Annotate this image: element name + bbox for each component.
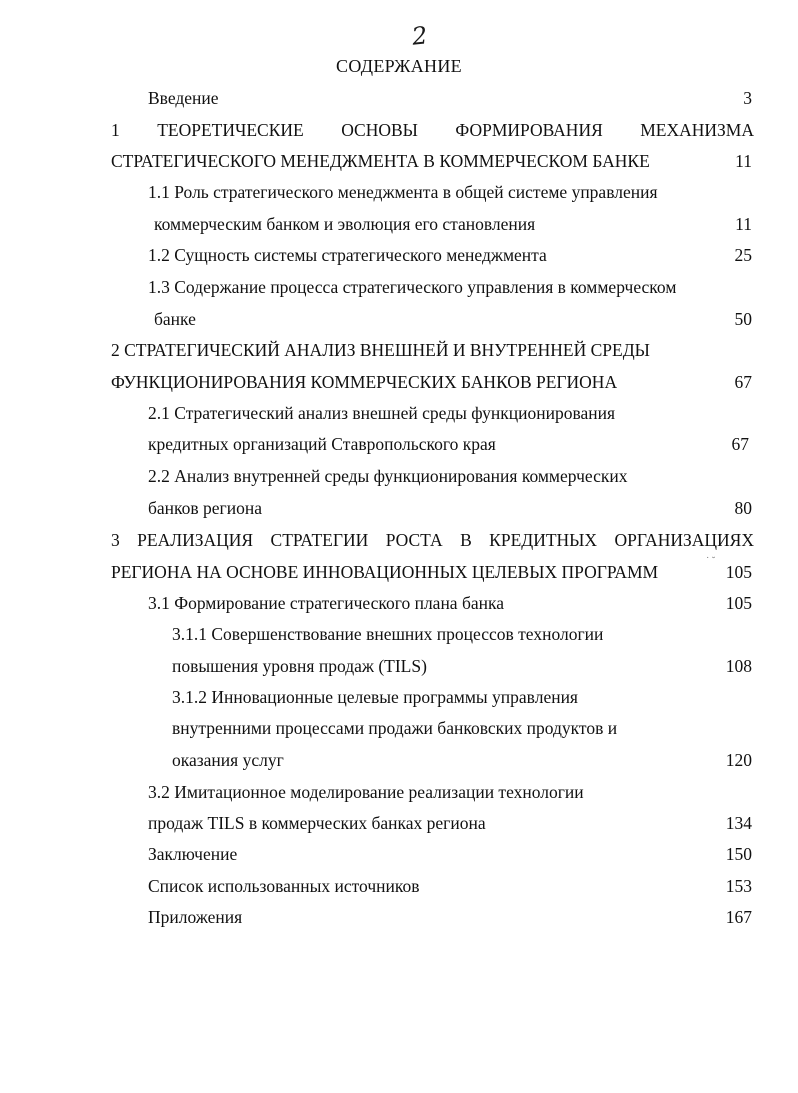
toc-section-1-3-line2: банке <box>154 309 196 329</box>
toc-page-chapter-3: 105 <box>725 562 752 582</box>
scan-speck: ˙ ˘ <box>706 556 716 567</box>
toc-page-appendix: 167 <box>725 907 752 927</box>
toc-page-section-1-1: 11 <box>735 214 752 234</box>
toc-subsection-3-1-2-line1: 3.1.2 Инновационные целевые программы управления <box>172 687 578 707</box>
toc-section-2-2-line1: 2.2 Анализ внутренней среды функционирования коммерческих <box>148 466 628 486</box>
toc-section-1-2: 1.2 Сущность системы стратегического менеджмента <box>148 245 547 265</box>
toc-subsection-3-1-2-line3: оказания услуг <box>172 750 284 770</box>
toc-section-3-1: 3.1 Формирование стратегического плана банка <box>148 593 504 613</box>
toc-subsection-3-1-1-line2: повышения уровня продаж (TILS) <box>172 656 427 676</box>
toc-page-conclusion: 150 <box>725 844 752 864</box>
toc-page-intro: 3 <box>743 88 752 108</box>
toc-entry-sources: Список использованных источников <box>148 876 420 896</box>
toc-page-subsection-3-1-2: 120 <box>725 750 752 770</box>
toc-page-section-3-2: 134 <box>725 813 752 833</box>
toc-page-chapter-2: 67 <box>734 372 752 392</box>
toc-page-section-1-3: 50 <box>734 309 752 329</box>
toc-entry-intro: Введение <box>148 88 219 108</box>
toc-page-section-2-2: 80 <box>734 498 752 518</box>
toc-page-sources: 153 <box>725 876 752 896</box>
toc-entry-appendix: Приложения <box>148 907 243 927</box>
toc-page-chapter-1: 11 <box>735 151 752 171</box>
toc-section-2-2-line2: банков региона <box>148 498 262 518</box>
toc-section-1-1-line1: 1.1 Роль стратегического менеджмента в общей системе управления <box>148 182 658 202</box>
toc-page-section-1-2: 25 <box>734 245 752 265</box>
toc-chapter-2-line1: 2 СТРАТЕГИЧЕСКИЙ АНАЛИЗ ВНЕШНЕЙ И ВНУТРЕННЕЙ СРЕДЫ <box>111 340 650 360</box>
toc-entry-conclusion: Заключение <box>148 844 238 864</box>
toc-chapter-3-line1: 3 РЕАЛИЗАЦИЯ СТРАТЕГИИ РОСТА В КРЕДИТНЫХ ОРГАНИЗАЦИЯХ <box>111 530 754 550</box>
toc-page-section-2-1: 67 <box>731 434 749 454</box>
toc-chapter-3-line2: РЕГИОНА НА ОСНОВЕ ИННОВАЦИОННЫХ ЦЕЛЕВЫХ ПРОГРАММ <box>111 562 659 582</box>
toc-section-3-2-line2: продаж TILS в коммерческих банках региона <box>148 813 486 833</box>
toc-chapter-1-line1: 1 ТЕОРЕТИЧЕСКИЕ ОСНОВЫ ФОРМИРОВАНИЯ МЕХАНИЗМА <box>111 120 754 140</box>
toc-chapter-1-line2: СТРАТЕГИЧЕСКОГО МЕНЕДЖМЕНТА В КОММЕРЧЕСКОМ БАНКЕ <box>111 151 650 171</box>
toc-section-1-1-line2: коммерческим банком и эволюция его становления <box>154 214 536 234</box>
toc-subsection-3-1-2-line2: внутренними процессами продажи банковских продуктов и <box>172 718 618 738</box>
toc-subsection-3-1-1-line1: 3.1.1 Совершенствование внешних процессов технологии <box>172 624 604 644</box>
handwritten-page-number: 2 <box>410 21 429 51</box>
toc-section-2-1-line2: кредитных организаций Ставропольского края <box>148 434 496 454</box>
toc-section-3-2-line1: 3.2 Имитационное моделирование реализации технологии <box>148 782 584 802</box>
toc-page-section-3-1: 105 <box>725 593 752 613</box>
toc-section-1-3-line1: 1.3 Содержание процесса стратегического управления в коммерческом <box>148 277 677 297</box>
toc-chapter-2-line2: ФУНКЦИОНИРОВАНИЯ КОММЕРЧЕСКИХ БАНКОВ РЕГИОНА <box>111 372 618 392</box>
toc-page-subsection-3-1-1: 108 <box>725 656 752 676</box>
toc-section-2-1-line1: 2.1 Стратегический анализ внешней среды функционирования <box>148 403 616 423</box>
page-title: СОДЕРЖАНИЕ <box>336 56 462 76</box>
